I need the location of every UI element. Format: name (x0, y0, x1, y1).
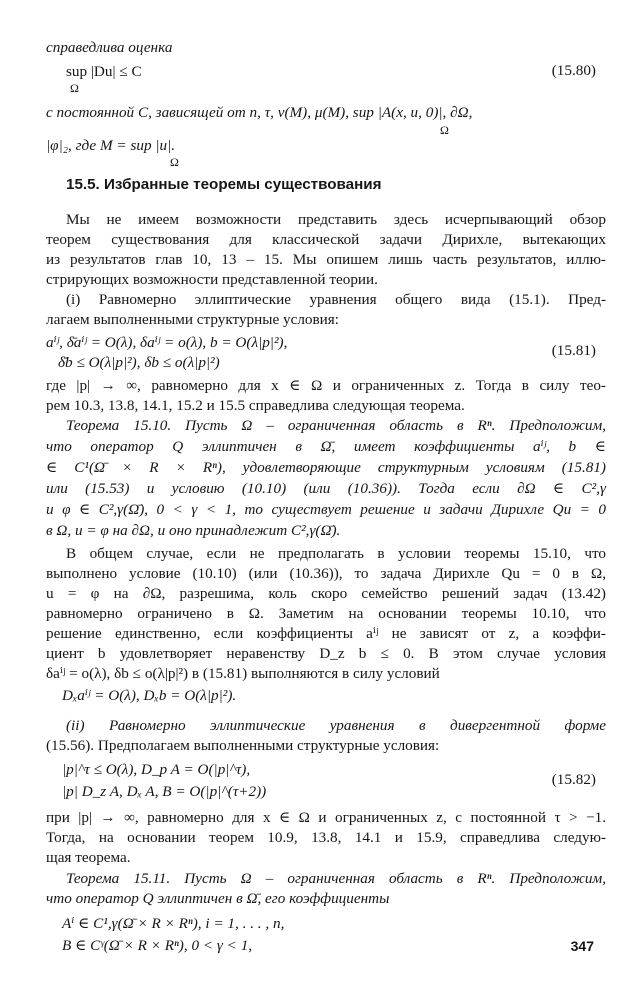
theorem-15-11-line: что оператор Q эллиптичен в Ω̄, его коэффициенты (46, 890, 390, 907)
paragraph-line: где |p| → ∞, равномерно для x ∈ Ω и ограниченных z. Тогда в силу тео- (46, 377, 606, 394)
paragraph-line: стрирующих возможности представленной теории. (46, 271, 378, 288)
paragraph-line: рем 10.3, 13.8, 14.1, 15.2 и 15.5 справедлива следующая теорема. (46, 397, 465, 414)
text-line-3: |φ|₂, где M = sup |u|. (46, 137, 176, 154)
paragraph-line: (15.56). Предполагаем выполненными структурные условия: (46, 737, 440, 754)
paragraph-line: лагаем выполненными структурные условия: (46, 311, 340, 328)
paragraph-line: В общем случае, если не предполагать в условии теоремы 15.10, что (66, 545, 606, 562)
paragraph-line: теорем существования для классической задачи Дирихле, вытекающих (46, 231, 606, 248)
equation-b-line: B ∈ Cᵞ(Ω̄ × R × Rⁿ), 0 < γ < 1, (62, 937, 253, 954)
equation-15-81-line-2: δ̄b ≤ O(λ|p|²), δb ≤ o(λ|p|²) (58, 354, 220, 371)
paragraph-line: (i) Равномерно эллиптические уравнения общего вида (15.1). Пред- (66, 291, 606, 308)
sup-subscript-2: Ω (170, 155, 179, 169)
paragraph-line: Мы не имеем возможности представить здесь исчерпывающий обзор (66, 211, 606, 228)
theorem-15-10-line: что оператор Q эллиптичен в Ω̄, имеет коэффициенты aⁱʲ, b ∈ (46, 438, 606, 455)
equation-ai-line: Aⁱ ∈ C¹,γ(Ω̄ × R × Rⁿ), i = 1, . . . , n, (62, 915, 285, 932)
equation-15-80: sup |Du| ≤ C (66, 63, 142, 80)
paragraph-line: δaⁱʲ = o(λ), δb ≤ o(λ|p|²) в (15.81) выполняются в силу условий (46, 665, 440, 682)
paragraph-line: щая теорема. (46, 849, 131, 866)
paragraph-line: решение единственно, если коэффициенты aⁱʲ не зависят от z, а коэффи- (46, 625, 606, 642)
paragraph-line: (ii) Равномерно эллиптические уравнения в дивергентной форме (66, 717, 606, 734)
text-line-2: с постоянной C, зависящей от n, τ, ν(M), μ(M), sup |A(x, u, 0)|, ∂Ω, (46, 104, 473, 121)
equation-15-82-line-1: |p|^τ ≤ O(λ), D_p A = O(|p|^τ), (62, 761, 251, 778)
theorem-15-10-line: Теорема 15.10. Пусть Ω – ограниченная область в Rⁿ. Предположим, (66, 417, 606, 434)
paragraph-line: выполнено условие (10.10) (или (10.36)), то задача Дирихле Qu = 0 в Ω, (46, 565, 606, 582)
paragraph-line: равномерно ограничено в Ω. Заметим на основании теоремы 10.10, что (46, 605, 606, 622)
equation-number-15-81: (15.81) (551, 342, 596, 359)
equation-number-15-80: (15.80) (551, 62, 596, 79)
section-heading: 15.5. Избранные теоремы существования (66, 176, 382, 193)
paragraph-line: циент b удовлетворяет неравенству D_z b ≤ 0. В этом случае условия (46, 645, 606, 662)
paragraph-line: u = φ на ∂Ω, разрешима, коль скоро семейство решений задач (13.42) (46, 585, 606, 602)
paragraph-line: Тогда, на основании теорем 10.9, 13.8, 14.1 и 15.9, справедлива следую- (46, 829, 606, 846)
text-line-1: справедлива оценка (46, 39, 173, 56)
equation-15-82-line-2: |p| D_z A, Dₓ A, B = O(|p|^(τ+2)) (62, 783, 267, 800)
page-number: 347 (570, 938, 594, 954)
equation-number-15-82: (15.82) (551, 771, 596, 788)
theorem-15-11-line: Теорема 15.11. Пусть Ω – ограниченная область в Rⁿ. Предположим, (66, 870, 606, 887)
equation-15-80-subscript: Ω (70, 81, 79, 95)
paragraph-line: при |p| → ∞, равномерно для x ∈ Ω и ограниченных z, с постоянной τ > −1. (46, 809, 606, 826)
theorem-15-10-line: ∈ C¹(Ω̄ × R × Rⁿ), удовлетворяющие структурным условиям (15.81) (46, 459, 606, 476)
theorem-15-10-line: и φ ∈ C²,γ(Ω̄), 0 < γ < 1, то существует решение и задачи Дирихле Qu = 0 (46, 501, 606, 518)
theorem-15-10-line: в Ω, u = φ на ∂Ω, и оно принадлежит C²,γ(Ω̄). (46, 522, 341, 539)
theorem-15-10-line: или (15.53) и условию (10.10) (или (10.36)). Тогда если ∂Ω ∈ C²,γ (46, 480, 606, 497)
sup-subscript-1: Ω (440, 123, 449, 137)
equation-15-81-line-1: aⁱʲ, δ̄aⁱʲ = O(λ), δaⁱʲ = o(λ), b = O(λ|p|²), (46, 334, 288, 351)
paragraph-line: из результатов глав 10, 13 – 15. Мы опишем лишь часть результатов, иллю- (46, 251, 606, 268)
equation-inline-dx: Dₓaⁱʲ = O(λ), Dₓb = O(λ|p|²). (62, 687, 237, 704)
